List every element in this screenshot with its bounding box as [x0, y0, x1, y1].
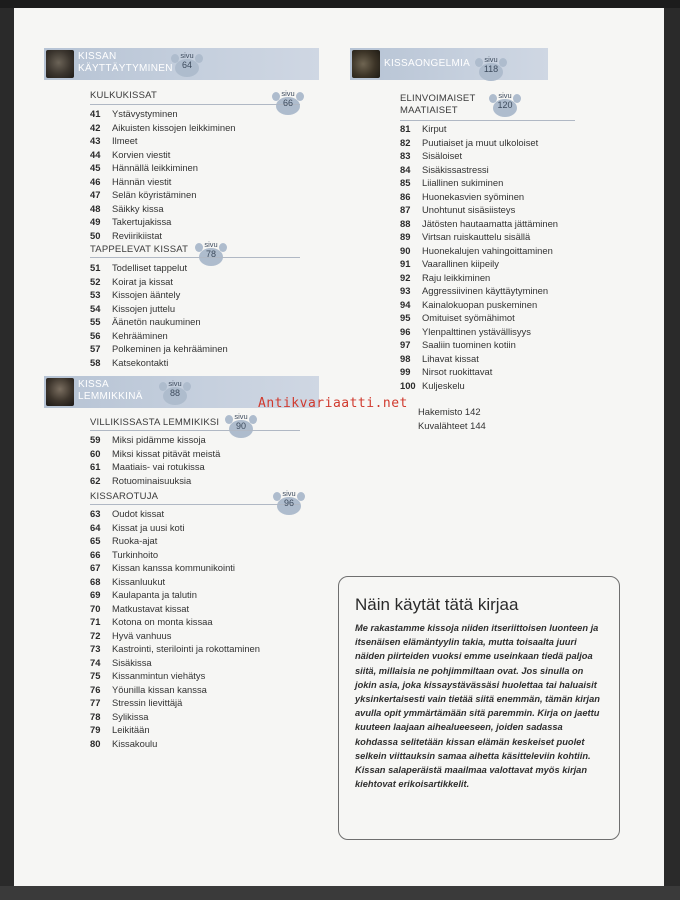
toc-entry-number: 96	[400, 325, 411, 337]
paw-page-badge: sivu 88	[156, 378, 194, 408]
toc-entry-title: Saaliin tuominen kotiin	[422, 339, 516, 350]
paw-page-badge: sivu 64	[168, 50, 206, 80]
toc-entry-number: 97	[400, 339, 411, 350]
toc-entry-title: Lihavat kissat	[422, 352, 479, 364]
toc-entry-title: Äänetön naukuminen	[112, 316, 201, 327]
toc-entry-number: 92	[400, 271, 411, 283]
paw-page-badge: sivu 96	[270, 488, 308, 518]
toc-entry	[90, 615, 260, 629]
toc-entry-number: 91	[400, 258, 411, 269]
toc-entry-number: 72	[90, 629, 101, 641]
subsection-title-tappelevat-kissat: TAPPELEVAT KISSAT	[90, 244, 189, 255]
toc-entry	[90, 148, 236, 162]
toc-entry-title: Ruoka-ajat	[112, 535, 158, 546]
divider	[90, 504, 300, 505]
toc-entry-number: 76	[90, 683, 101, 695]
toc-entry-number: 98	[400, 352, 411, 364]
toc-entry	[90, 315, 228, 329]
toc-entry-title: Kirput	[422, 123, 447, 134]
divider	[90, 430, 300, 431]
cat-photo-thumbnail	[46, 50, 74, 78]
toc-entry-title: Sisäkissastressi	[422, 163, 489, 175]
toc-entry-title: Sisäloiset	[422, 150, 463, 161]
toc-entry-title: Koirat ja kissat	[112, 275, 173, 287]
toc-entry-number: 89	[400, 231, 411, 242]
paw-page-badge: sivu 78	[192, 239, 230, 269]
toc-entry-number: 71	[90, 616, 101, 627]
toc-entry-number: 100	[400, 379, 416, 391]
toc-entry	[90, 669, 260, 683]
toc-list-villikissasta	[90, 433, 220, 487]
toc-entry-title: Vaarallinen kiipeily	[422, 258, 499, 269]
toc-entry	[90, 433, 220, 447]
toc-entry-title: Maatiais- vai rotukissa	[112, 461, 205, 472]
toc-entry-number: 69	[90, 589, 101, 600]
toc-entry	[90, 121, 236, 135]
toc-entry-number: 53	[90, 289, 101, 300]
toc-entry	[90, 356, 228, 370]
toc-entry-title: Kuljeskelu	[422, 379, 465, 391]
toc-entry	[90, 202, 236, 216]
subsection-title-kulkukissat: KULKUKISSAT	[90, 90, 157, 101]
toc-entry-title: Jätösten hautaamatta jättäminen	[422, 217, 559, 229]
toc-entry	[90, 302, 228, 316]
toc-entry-number: 57	[90, 343, 101, 354]
toc-entry-number: 67	[90, 562, 101, 573]
toc-entry	[90, 215, 236, 229]
toc-list-kulkukissat	[90, 107, 236, 242]
toc-entry-number: 58	[90, 356, 101, 368]
toc-entry-title: Hännän viestit	[112, 175, 172, 187]
cat-photo-thumbnail	[46, 378, 74, 406]
toc-entry-number: 79	[90, 724, 101, 735]
toc-entry-number: 84	[400, 163, 411, 175]
toc-entry	[90, 737, 260, 751]
toc-entry-number: 63	[90, 508, 101, 519]
toc-entry-title: Reviirikiistat	[112, 229, 163, 241]
toc-entry-title: Rotuominaisuuksia	[112, 474, 192, 486]
toc-entry-number: 43	[90, 135, 101, 146]
toc-entry	[400, 311, 558, 325]
toc-entry-number: 48	[90, 202, 101, 214]
toc-entry-number: 75	[90, 670, 101, 681]
toc-entry-number: 66	[90, 548, 101, 560]
toc-entry-title: Miksi pidämme kissoja	[112, 434, 206, 445]
toc-list-elinvoimaiset	[400, 122, 558, 392]
toc-entry	[90, 107, 236, 121]
toc-entry-title: Huonekasvien syöminen	[422, 190, 525, 202]
toc-entry	[90, 723, 260, 737]
toc-entry-title: Miksi kissat pitävät meistä	[112, 447, 221, 459]
toc-entry-number: 73	[90, 643, 101, 654]
toc-entry-title: Matkustavat kissat	[112, 602, 190, 614]
scan-edge-bottom	[0, 886, 680, 900]
toc-entry-title: Kissojen ääntely	[112, 289, 181, 300]
toc-entry-number: 65	[90, 535, 101, 546]
toc-entry	[90, 521, 260, 535]
toc-entry-title: Hyvä vanhuus	[112, 629, 172, 641]
toc-entry-title: Kotona on monta kissaa	[112, 616, 213, 627]
toc-entry-number: 70	[90, 602, 101, 614]
toc-entry-title: Sisäkissa	[112, 656, 152, 668]
section-title: KISSAN KÄYTTÄYTYMINEN	[78, 51, 173, 74]
toc-entry	[90, 696, 260, 710]
toc-entry	[90, 588, 260, 602]
toc-entry	[90, 534, 260, 548]
toc-entry-title: Yöunilla kissan kanssa	[112, 683, 207, 695]
toc-entry-title: Todelliset tappelut	[112, 262, 188, 273]
toc-entry	[90, 683, 260, 697]
toc-entry-number: 56	[90, 329, 101, 341]
toc-entry-number: 80	[90, 737, 101, 749]
toc-entry-title: Virtsan ruiskauttelu sisällä	[422, 231, 531, 242]
toc-entry	[400, 136, 558, 150]
toc-entry-number: 61	[90, 461, 101, 472]
toc-entry	[400, 203, 558, 217]
scan-edge-top	[0, 0, 680, 8]
toc-entry	[90, 134, 236, 148]
toc-entry-title: Aggressiivinen käyttäytyminen	[422, 285, 549, 296]
toc-entry-title: Kissanluukut	[112, 575, 166, 587]
toc-entry	[400, 338, 558, 352]
paw-page-badge: sivu 90	[222, 411, 260, 441]
watermark: Antikvariaatti.net	[258, 396, 408, 411]
toc-entry-title: Huonekalujen vahingoittaminen	[422, 244, 553, 256]
toc-entry	[400, 365, 558, 379]
toc-entry-number: 88	[400, 217, 411, 229]
toc-entry	[90, 275, 228, 289]
toc-entry-title: Omituiset syömähimot	[422, 312, 515, 323]
toc-entry-title: Ilmeet	[112, 135, 138, 146]
toc-entry-title: Aikuisten kissojen leikkiminen	[112, 121, 236, 133]
toc-entry-title: Kehrääminen	[112, 329, 168, 341]
toc-entry-number: 50	[90, 229, 101, 241]
toc-entry	[90, 561, 260, 575]
toc-entry-number: 51	[90, 262, 101, 273]
kuvalahteet-link: Kuvalähteet 144	[418, 420, 486, 431]
toc-entry-title: Liiallinen sukiminen	[422, 177, 504, 188]
toc-entry	[90, 548, 260, 562]
toc-entry	[400, 230, 558, 244]
section-header-kissaongelmia	[350, 48, 548, 80]
toc-entry	[400, 271, 558, 285]
toc-entry-number: 62	[90, 474, 101, 486]
toc-entry	[400, 149, 558, 163]
toc-entry-number: 47	[90, 189, 101, 200]
toc-entry-title: Selän köyristäminen	[112, 189, 197, 200]
toc-entry	[90, 460, 220, 474]
toc-entry-number: 95	[400, 312, 411, 323]
toc-entry	[90, 447, 220, 461]
toc-entry-title: Leikitään	[112, 724, 150, 735]
toc-entry	[90, 507, 260, 521]
toc-entry-title: Oudot kissat	[112, 508, 165, 519]
toc-entry	[400, 284, 558, 298]
toc-entry-number: 78	[90, 710, 101, 722]
toc-entry-number: 45	[90, 162, 101, 173]
toc-entry	[90, 575, 260, 589]
toc-entry	[90, 710, 260, 724]
toc-entry	[90, 329, 228, 343]
how-to-use-box	[338, 576, 620, 840]
section-title: KISSAONGELMIA	[384, 58, 471, 69]
toc-entry-number: 74	[90, 656, 101, 668]
subsection-title-elinvoimaiset-maatiaiset: ELINVOIMAISET MAATIAISET	[400, 93, 476, 116]
toc-entry	[400, 190, 558, 204]
paw-page-badge: sivu 66	[269, 88, 307, 118]
info-box-body: Me rakastamme kissoja niiden itseriittoisen luonteen ja itsenäisen elämäntyylin takia, mutta toisaalta juuri näiden piirteiden vuoksi emme useinkaan tiedä paljoa siitä, millaisia ne pohjimmiltaan ovat. Jos sinulla on jokin asia, joka kissaystävässäsi huolettaa tai haluaisit yksinkertaisesti vain tietää siitä enemmän, tämän kirjan avulla opit ymmärtämään sitä paremmin. Kirja on jaettu kuuteen laajaan aihealueeseen, joiden sadassa kohdassa selitetään kissan elämän keskeiset puolet selkein viittauksin samaa aihetta käsitteleviin kohtiin. Kissan salaperäistä maailmaa valottavat myös kirjan kiehtovat erikoisartikkelit.	[355, 623, 600, 790]
toc-entry	[400, 325, 558, 339]
toc-entry	[90, 261, 228, 275]
toc-entry	[90, 656, 260, 670]
toc-entry	[90, 642, 260, 656]
toc-entry-title: Kainalokuopan puskeminen	[422, 298, 538, 310]
toc-entry-title: Takertujakissa	[112, 216, 172, 227]
toc-entry	[400, 352, 558, 366]
toc-entry-title: Turkinhoito	[112, 548, 159, 560]
toc-entry-number: 94	[400, 298, 411, 310]
toc-entry-title: Kaulapanta ja talutin	[112, 589, 197, 600]
toc-entry-number: 77	[90, 697, 101, 708]
hakemisto-link: Hakemisto 142	[418, 406, 481, 417]
toc-entry-number: 64	[90, 521, 101, 533]
toc-entry	[90, 188, 236, 202]
toc-entry	[90, 161, 236, 175]
toc-entry-title: Kissakoulu	[112, 737, 158, 749]
toc-entry-title: Stressin lievittäjä	[112, 697, 183, 708]
toc-entry	[400, 163, 558, 177]
toc-entry-number: 90	[400, 244, 411, 256]
toc-entry	[400, 122, 558, 136]
toc-list-tappelevat	[90, 261, 228, 369]
toc-entry-number: 54	[90, 302, 101, 314]
toc-entry-title: Kastrointi, sterilointi ja rokottaminen	[112, 643, 260, 654]
toc-entry-title: Kissanmintun viehätys	[112, 670, 206, 681]
toc-entry-number: 60	[90, 447, 101, 459]
toc-entry-title: Korvien viestit	[112, 148, 171, 160]
toc-entry-title: Unohtunut sisäsiisteys	[422, 204, 516, 215]
info-box-title: Näin käytät tätä kirjaa	[355, 595, 519, 614]
toc-entry-number: 52	[90, 275, 101, 287]
toc-entry-number: 85	[400, 177, 411, 188]
toc-entry-title: Ylenpalttinen ystävällisyys	[422, 325, 531, 337]
toc-entry-title: Kissojen juttelu	[112, 302, 176, 314]
subsection-title-villikissasta-lemmikiksi: VILLIKISSASTA LEMMIKIKSI	[90, 417, 220, 428]
toc-entry-title: Nirsot ruokittavat	[422, 366, 493, 377]
toc-entry	[90, 602, 260, 616]
toc-entry	[90, 342, 228, 356]
subsection-title-kissarotuja: KISSAROTUJA	[90, 491, 159, 502]
divider	[400, 120, 575, 121]
toc-entry-number: 49	[90, 216, 101, 227]
toc-entry-title: Ystävystyminen	[112, 108, 178, 119]
toc-entry-number: 46	[90, 175, 101, 187]
toc-entry-title: Kissat ja uusi koti	[112, 521, 185, 533]
toc-entry-number: 86	[400, 190, 411, 202]
toc-entry-title: Kissan kanssa kommunikointi	[112, 562, 235, 573]
toc-entry	[400, 176, 558, 190]
toc-entry	[90, 288, 228, 302]
toc-entry	[400, 257, 558, 271]
toc-entry	[400, 379, 558, 393]
toc-entry	[90, 474, 220, 488]
toc-entry-number: 59	[90, 434, 101, 445]
toc-entry-title: Raju leikkiminen	[422, 271, 491, 283]
toc-entry-title: Sylikissa	[112, 710, 149, 722]
toc-entry-number: 81	[400, 123, 411, 134]
toc-entry	[90, 629, 260, 643]
toc-entry-number: 42	[90, 121, 101, 133]
toc-entry-title: Puutiaiset ja muut ulkoloiset	[422, 136, 539, 148]
toc-entry-number: 99	[400, 366, 411, 377]
toc-entry-number: 82	[400, 136, 411, 148]
toc-entry-title: Säikky kissa	[112, 202, 164, 214]
toc-entry-title: Katsekontakti	[112, 356, 169, 368]
book-page	[14, 8, 664, 886]
toc-entry	[400, 244, 558, 258]
paw-page-badge: sivu 120	[486, 90, 524, 120]
toc-entry	[400, 217, 558, 231]
toc-list-kissarotuja	[90, 507, 260, 750]
toc-entry	[90, 175, 236, 189]
toc-entry-number: 68	[90, 575, 101, 587]
toc-entry-number: 93	[400, 285, 411, 296]
section-title: KISSA LEMMIKKINÄ	[78, 379, 143, 402]
paw-page-badge: sivu 118	[472, 54, 510, 84]
toc-entry-number: 83	[400, 150, 411, 161]
toc-entry-number: 87	[400, 204, 411, 215]
toc-entry-title: Hännällä leikkiminen	[112, 162, 198, 173]
toc-entry-number: 41	[90, 108, 101, 119]
toc-entry-title: Polkeminen ja kehrääminen	[112, 343, 228, 354]
toc-entry-number: 55	[90, 316, 101, 327]
toc-entry	[400, 298, 558, 312]
toc-entry-number: 44	[90, 148, 101, 160]
cat-photo-thumbnail	[352, 50, 380, 78]
